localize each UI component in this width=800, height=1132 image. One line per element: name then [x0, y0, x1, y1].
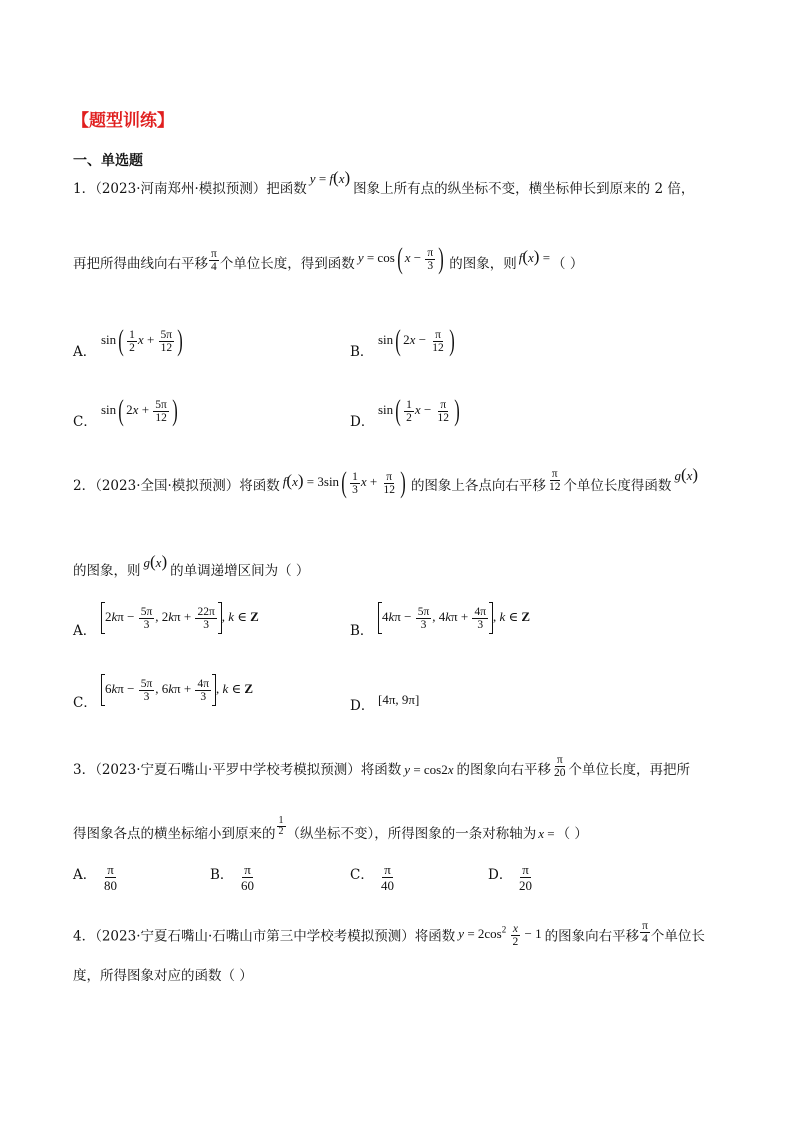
option-math: $\frac{\pi}{80}$: [104, 862, 117, 893]
option-label: B．: [210, 867, 234, 883]
option-math: 6kπ − $\frac{5\pi}{3}$ , 6kπ + $\frac{4\pi}{3}$ , k ∈ Z: [101, 681, 253, 696]
option-label: D．: [488, 867, 513, 883]
question-4-line-2: [73, 966, 253, 986]
question-3-line-2: [73, 815, 588, 845]
question-number: 4．: [73, 928, 96, 945]
option-label: D．: [350, 698, 375, 714]
section-title: 一、单选题: [73, 153, 143, 169]
question-source: （2023·河南郑州·模拟预测）: [95, 181, 267, 197]
option-label: B．: [350, 343, 374, 360]
option-math: $\frac{\pi}{40}$: [381, 862, 394, 893]
question-text: 的图象向右平移: [456, 762, 552, 778]
answer-blank: （ ）: [556, 826, 588, 842]
option-math: sin( $\frac{1}{2}$ x − $\frac{\pi}{12}$ ): [378, 394, 460, 427]
question-text: 个单位长: [650, 928, 705, 945]
question-text: 将函数: [414, 928, 456, 945]
exercise-heading: 【题型训练】: [72, 111, 174, 131]
option-math: 2kπ − $\frac{5\pi}{3}$ , 2kπ + $\frac{22\pi}{3}$ , k ∈ Z: [101, 609, 259, 624]
question-source: （2023·全国·模拟预测）: [95, 477, 240, 494]
question-4-line-1: [73, 922, 705, 950]
option-label: A．: [73, 343, 97, 360]
math-fraction: $\frac{\pi}{20}$: [554, 754, 566, 779]
math-fraction: $\frac{\pi}{4}$: [211, 247, 217, 273]
question-2-line-2: [73, 552, 310, 581]
question-number: 3．: [73, 762, 96, 778]
question-number: 2．: [73, 477, 96, 494]
option-label: A．: [73, 867, 97, 883]
option-c[interactable]: [73, 674, 254, 711]
question-text: 度，所得图象对应的函数（ ）: [73, 968, 253, 984]
question-2-line-1: [73, 464, 699, 502]
math-fraction: $\frac{\pi}{4}$: [642, 920, 648, 946]
option-label: D．: [350, 413, 375, 430]
question-text: 的单调递增区间为（ ）: [170, 563, 310, 579]
question-source: （2023·宁夏石嘴山·石嘴山市第三中学校考模拟预测）: [95, 928, 415, 945]
question-text: 图象上所有点的纵坐标不变，横坐标伸长到原来的 2 倍，: [353, 181, 695, 197]
option-a[interactable]: [73, 602, 259, 639]
option-a[interactable]: [73, 324, 185, 360]
option-label: C．: [73, 413, 97, 430]
answer-blank: （ ）: [552, 255, 584, 272]
option-label: B．: [350, 622, 374, 639]
option-d[interactable]: [350, 394, 462, 430]
question-1-line-1: [73, 168, 695, 199]
question-text: 的图象上各点向右平移: [410, 477, 546, 494]
option-math: sin( 2x + $\frac{5\pi}{12}$ ): [101, 394, 178, 427]
question-text: 将函数: [360, 762, 402, 778]
math-expression: y = cos( x − $\frac{\pi}{3}$ ): [357, 242, 444, 275]
math-expression: $y = 2\cos^2$ $\frac{x}{2}$ − 1: [458, 922, 542, 948]
question-text: 得图象各点的横坐标缩小到原来的: [73, 826, 276, 842]
option-label: C．: [350, 867, 374, 883]
math-expression: g(x): [674, 464, 699, 484]
option-a[interactable]: [73, 862, 120, 893]
math-expression: f(x) =: [518, 246, 551, 266]
math-fraction: $\frac{1}{2}$: [278, 815, 284, 837]
question-3-line-1: [73, 754, 691, 783]
option-math: sin( $\frac{1}{2}$ x + $\frac{5\pi}{12}$ ): [101, 324, 183, 357]
question-text: 再把所得曲线向右平移: [73, 255, 208, 272]
question-text: 个单位长度得函数: [563, 477, 672, 494]
math-fraction: $\frac{\pi}{12}$: [548, 467, 561, 493]
question-text: 将函数: [239, 477, 280, 494]
option-math: [4π, 9π]: [378, 692, 420, 707]
option-label: C．: [73, 694, 97, 711]
option-b[interactable]: [350, 602, 531, 639]
option-math: sin( 2x − $\frac{\pi}{12}$ ): [378, 324, 455, 357]
question-source: （2023·宁夏石嘴山·平罗中学校考模拟预测）: [95, 762, 361, 778]
option-c[interactable]: [350, 862, 397, 893]
option-math: 4kπ − $\frac{5\pi}{3}$ , 4kπ + $\frac{4\pi}{3}$ , k ∈ Z: [378, 609, 530, 624]
question-text: （纵坐标不变），所得图象的一条对称轴为: [286, 826, 537, 842]
question-1-line-2: [73, 242, 584, 280]
question-text: 个单位长度，再把所: [568, 762, 691, 778]
option-math: $\frac{\pi}{60}$: [241, 862, 254, 893]
option-math: $\frac{\pi}{20}$: [519, 862, 532, 893]
question-text: 的图象向右平移: [544, 928, 640, 945]
question-text: 把函数: [266, 181, 307, 197]
math-expression: y = f(x): [309, 168, 351, 187]
question-text: 的图象，则: [73, 563, 141, 579]
option-b[interactable]: [350, 324, 457, 360]
math-expression: y = cos2x: [404, 762, 454, 777]
option-d[interactable]: [350, 688, 420, 714]
math-expression: f(x) = 3sin( $\frac{1}{3}$ x + $\frac{\pi}{12}$ ): [282, 466, 406, 499]
question-text: 的图象，则: [449, 255, 517, 272]
question-number: 1．: [73, 181, 96, 197]
math-expression: g(x): [143, 552, 168, 571]
option-d[interactable]: [488, 862, 535, 893]
question-text: 个单位长度，得到函数: [219, 255, 355, 272]
option-c[interactable]: [73, 394, 180, 430]
option-b[interactable]: [210, 862, 257, 893]
math-expression: x =: [538, 826, 555, 841]
option-label: A．: [73, 622, 97, 639]
